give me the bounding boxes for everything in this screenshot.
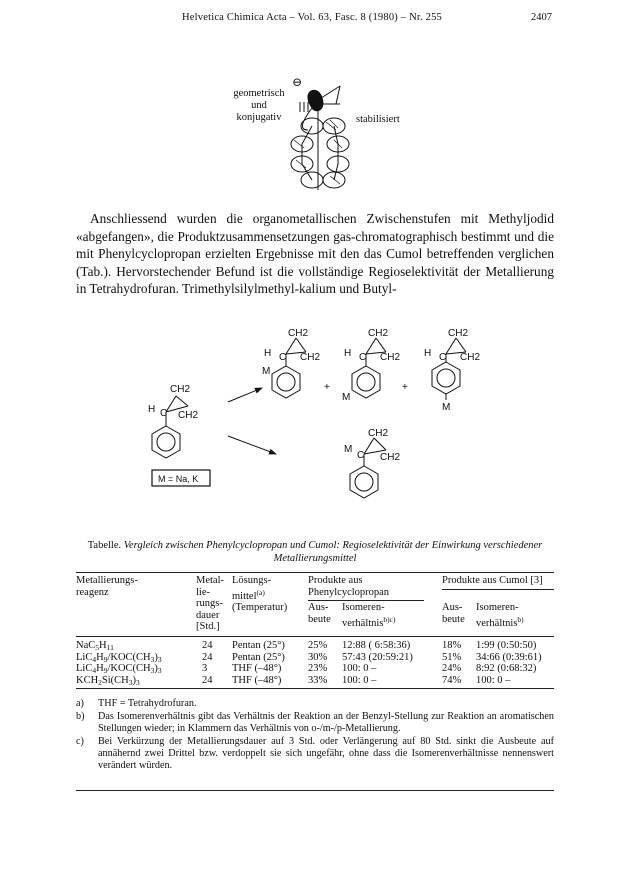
figure-label-und: und [251, 100, 267, 111]
p3-ch2b-label: CH2 [460, 352, 481, 363]
table-cell-yield-cumol: 24% [442, 663, 462, 674]
table-caption [76, 540, 554, 565]
reactant-ch2-label: CH2 [170, 384, 191, 395]
table-caption-text: Vergleich zwischen Phenylcyclopropan und Cumol: Regioselektivität der Einwirkung verschiedener Metallierungsmittel [123, 540, 543, 564]
product-meta [352, 338, 386, 398]
footnote-b: b) Das Isomerenverhältnis gibt das Verhältnis der Reaktion an der Benzyl-Stellung zur Reaktion an aromatischen Stellungen wieder; in Klammern das Verhältnis von o-/m-/p-Metallierung. [76, 711, 554, 734]
table-cell-reagent: $LiC_4H_9/KOC(CH_3)_3$ [76, 663, 162, 675]
product-benzylic [350, 438, 386, 498]
table-cell-isomer-pcp: 57:43 (20:59:21) [342, 651, 413, 663]
group-rule-pcp [308, 600, 424, 601]
table-cell-solvent: THF (–48°) [232, 663, 282, 674]
table-top-rule [76, 572, 554, 573]
body-paragraph-block [76, 210, 554, 298]
reaction-scheme [0, 300, 624, 510]
table-cell-yield-pcp: 30% [308, 651, 328, 663]
negative-charge-symbol: ⊖ [292, 75, 303, 89]
p2-ch2-label: CH2 [368, 328, 389, 339]
p1-h-label: H [264, 348, 272, 359]
table-cell-solvent: Pentan (25°) [232, 640, 285, 651]
scheme-legend: M = Na, K [158, 474, 199, 484]
table-cell-solvent: Pentan (25°) [232, 651, 285, 663]
p4-ch2b-label: CH2 [380, 452, 401, 463]
p3-c-label: C [439, 352, 447, 363]
table-bottom-rule [76, 688, 554, 689]
p1-c-label: C [279, 352, 287, 363]
footnote-c: c) Bei Verkürzung der Metallierungsdauer auf 3 Std. oder Verlängerung auf 80 Std. sinkt die Ausbeute auf annähernd zwei Drittel bzw. verdoppelt sie sich ungefähr, ohne dass die Isomerenverhältnisse nennenswert verändert würden. [76, 736, 554, 771]
p4-c-label: C [357, 450, 365, 461]
table-header-rule [76, 636, 554, 637]
reactant-phenylcyclopropane [152, 396, 188, 458]
table-cell-yield-pcp: 25% [308, 640, 328, 651]
p2-ch2b-label: CH2 [380, 352, 401, 363]
table-cell-isomer-pcp: 12:88 ( 6:58:36) [342, 640, 411, 651]
header-isomer-pcp: Isomeren- verhältnis$^{b)c)}$ [342, 602, 396, 629]
p1-m-label: M [262, 366, 271, 377]
table-cell-duration: 24 [202, 640, 213, 651]
table-cell-reagent: $NaC_5H_{11}$ [76, 640, 114, 652]
group-rule-cumol [442, 589, 554, 590]
p1-ch2-label: CH2 [288, 328, 309, 339]
table-cell-duration: 24 [202, 674, 213, 686]
header-yield-cumol: Aus- beute [442, 602, 465, 625]
body-paragraph: Anschliessend wurden die organometallischen Zwischenstufen mit Methyljodid «abgefangen», die Produktzusammensetzungen gas-chromatographisch bestimmt und die mit Phenylcyclopropan erzielten Ergebnisse mit den das Cumol betreffenden verglichen (Tab.). Hervorstechender Befund ist die vollständige Regioselektivität der Metallierung in Tetrahydrofuran. Trimethylsilylmethyl-kalium und Butyl- [76, 211, 554, 296]
p4-ch2-label: CH2 [368, 428, 389, 439]
p2-h-label: H [344, 348, 352, 359]
reactant-h-label: H [148, 404, 156, 415]
table-cell-yield-pcp: 23% [308, 663, 328, 674]
table-cell-isomer-cumol: 100: 0 – [476, 674, 511, 686]
header-group-cumol: Produkte aus Cumol [3] [442, 575, 543, 586]
header-group-phenylcyclopropane: Produkte aus Phenylcyclopropan [308, 575, 390, 598]
orbital-figure [0, 75, 624, 200]
header-isomer-cumol: Isomeren- verhältnis$^{b)}$ [476, 602, 524, 629]
table-cell-yield-cumol: 18% [442, 640, 462, 651]
footnote-a: a) THF = Tetrahydrofuran. [76, 698, 197, 709]
reactant-ch2b-label: CH2 [178, 410, 199, 421]
table-cell-duration: 3 [202, 663, 208, 674]
table-cell-isomer-cumol: 8:92 (0:68:32) [476, 663, 537, 674]
table-cell-isomer-pcp: 100: 0 – [342, 663, 377, 674]
product-para [432, 338, 466, 400]
header-reagent: Metallierungs- reagenz [76, 575, 138, 598]
figure-label-konjugativ: konjugativ [236, 112, 282, 123]
orbital-drawing [0, 80, 624, 200]
table-cell-duration: 24 [202, 651, 213, 663]
reaction-scheme-drawing [0, 300, 624, 510]
table-cell-reagent: $LiC_4H_9/KOC(CH_3)_3$ [76, 651, 162, 664]
running-head [0, 12, 624, 28]
header-duration: Metal- lie- rungs- dauer [Std.] [196, 575, 224, 632]
header-solvent: Lösungs- mittel$^{(a)}$ (Temperatur) [232, 575, 288, 613]
p2-m-label: M [342, 392, 351, 403]
footnotes [76, 698, 554, 773]
page-number: 2407 [531, 12, 552, 23]
table-cell-isomer-cumol: 34:66 (0:39:61) [476, 651, 542, 663]
header-yield-pcp: Aus- beute [308, 602, 331, 625]
p2-c-label: C [359, 352, 367, 363]
footnote-bottom-rule [76, 790, 554, 791]
figure-label-stabilisiert: stabilisiert [356, 114, 400, 125]
product-ortho [272, 338, 306, 398]
plus-sign-1: + [324, 382, 330, 393]
figure-label-geometrisch: geometrisch [233, 88, 285, 99]
p3-h-label: H [424, 348, 432, 359]
p1-ch2b-label: CH2 [300, 352, 321, 363]
table-cell-reagent: $KCH_2Si(CH_3)_3$ [76, 674, 140, 687]
p3-ch2-label: CH2 [448, 328, 469, 339]
table-cell-isomer-pcp: 100: 0 – [342, 674, 377, 686]
plus-sign-2: + [402, 382, 408, 393]
table-caption-label: Tabelle. [87, 540, 122, 551]
table-cell-solvent: THF (–48°) [232, 674, 282, 686]
p4-m-label: M [344, 444, 353, 455]
table-cell-yield-cumol: 74% [442, 674, 462, 686]
p3-m-label: M [442, 402, 451, 413]
table-cell-yield-pcp: 33% [308, 674, 328, 686]
journal-citation: Helvetica Chimica Acta – Vol. 63, Fasc. 8 (1980) – Nr. 255 [182, 12, 442, 23]
table-cell-isomer-cumol: 1:99 (0:50:50) [476, 640, 537, 651]
table-cell-yield-cumol: 51% [442, 651, 462, 663]
reactant-c-label: C [160, 408, 168, 419]
